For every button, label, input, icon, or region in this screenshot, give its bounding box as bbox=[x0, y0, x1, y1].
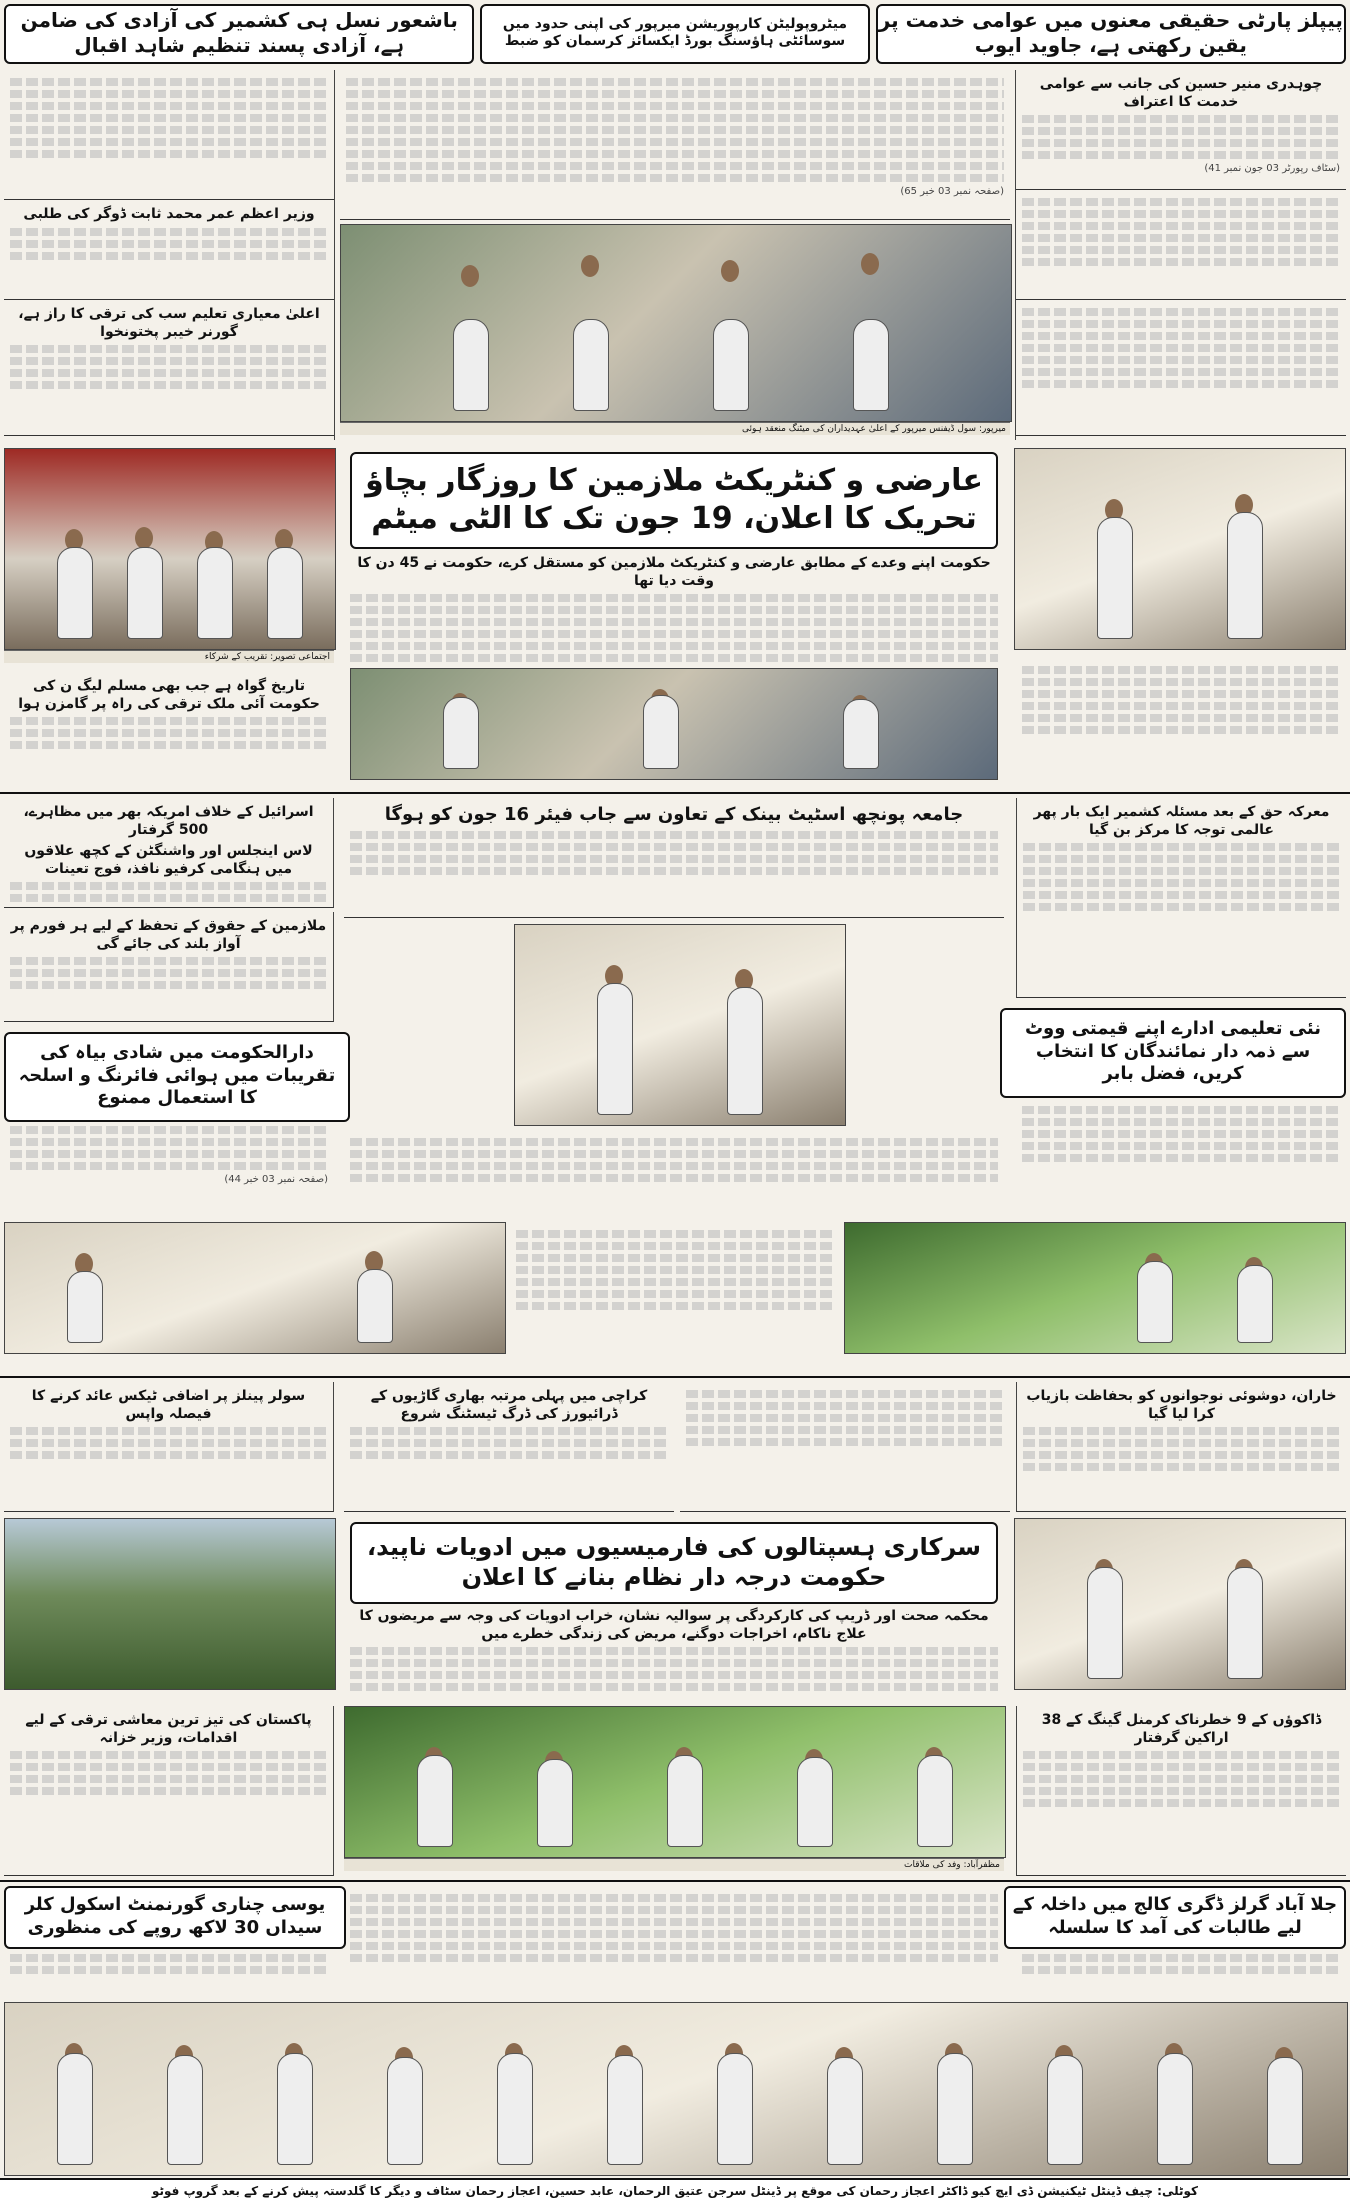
story-side-9 bbox=[344, 1382, 674, 1512]
slug: (سٹاف رپورٹر 03 جون نمبر 41) bbox=[1204, 163, 1340, 174]
top-headline-left bbox=[4, 4, 474, 64]
mid-headline-2: جامعہ پونچھ اسٹیٹ بینک کے تعاون سے جاب فیئر 16 جون کو ہوگا bbox=[384, 804, 964, 825]
top-band bbox=[4, 4, 1346, 64]
side-headline-1: وزیر اعظم عمر محمد ثابت ڈوگر کی طلبی bbox=[23, 206, 315, 222]
story-side-12 bbox=[1016, 1706, 1346, 1876]
story-right-3 bbox=[1016, 300, 1346, 436]
top-headline-right bbox=[876, 4, 1346, 64]
story-center-text bbox=[340, 70, 1010, 220]
photo-row bbox=[4, 1222, 1346, 1372]
bottom-banner-left bbox=[4, 1886, 346, 1949]
bottom-headline-2: یوسی چناری گورنمنٹ اسکول کلر سیداں 30 لاکھ روپے کی منظوری bbox=[24, 1894, 326, 1938]
side-headline-11: خاران، دوشوئی نوجوانوں کو بحفاظت بازیاب کرا لیا گیا bbox=[1026, 1388, 1337, 1422]
top-headline-2: میٹروپولیٹن کارپوریشن میرپور کی اپنی حدود میں سوسائٹی ہاؤسنگ بورڈ ایکسائز کرسمان کو ضبط bbox=[502, 15, 848, 49]
bottom-banner-right bbox=[1004, 1886, 1346, 1949]
photo-crop-field bbox=[844, 1222, 1346, 1354]
side-headline-3: تاریخ گواہ ہے جب بھی مسلم لیگ ن کی حکومت آئی ملک ترقی کی راہ پر گامزن ہوا bbox=[18, 678, 320, 712]
caption-3: مظفرآباد: وفد کی ملاقات bbox=[344, 1858, 1004, 1871]
mid-banner-left bbox=[4, 1032, 350, 1122]
lead-headline: عارضی و کنٹریکٹ ملازمین کا روزگار بچاؤ تحریک کا اعلان، 19 جون تک کا الٹی میٹم bbox=[365, 463, 983, 536]
photo-two-men bbox=[1014, 448, 1346, 650]
side-headline-9: کراچی میں پہلی مرتبہ بھاری گاڑیوں کے ڈرائیورز کی ڈرگ ٹیسٹنگ شروع bbox=[370, 1388, 648, 1422]
group-row bbox=[4, 1706, 1346, 1876]
story-side-5 bbox=[4, 798, 334, 908]
top-headline-center bbox=[480, 4, 869, 64]
story-left-1 bbox=[4, 70, 334, 200]
side-headline-12: ڈاکوؤں کے 9 خطرناک کرمنل گینگ کے 38 اراکین گرفتار bbox=[1041, 1712, 1322, 1746]
upper-center-block bbox=[340, 70, 1010, 440]
photo-office-work bbox=[4, 1222, 506, 1354]
side-headline-4: چوہدری منیر حسین کی جانب سے عوامی خدمت کا اعتراف bbox=[1039, 76, 1323, 110]
story-right-lead bbox=[1016, 658, 1346, 788]
lead-subheadline: حکومت اپنے وعدے کے مطابق عارضی و کنٹریکٹ ملازمین کو مستقل کرے، حکومت نے 45 دن کا وقت دیا تھا bbox=[357, 555, 991, 589]
upper-right-column bbox=[1015, 70, 1346, 440]
side-headline-10: سولر پینلز پر اضافی ٹیکس عائد کرنے کا فیصلہ واپس bbox=[31, 1388, 306, 1422]
lead-health-story bbox=[344, 1518, 1004, 1702]
story-side-3 bbox=[4, 672, 334, 788]
side-headline-8: معرکہ حق کے بعد مسئلہ کشمیر ایک بار پھر عالمی توجہ کا مرکز بن گیا bbox=[1033, 804, 1330, 838]
middle-row bbox=[4, 798, 1346, 1218]
lower-middle bbox=[4, 1382, 1346, 1702]
story-lower-center bbox=[680, 1382, 1010, 1512]
story-bottom-center bbox=[344, 1886, 1004, 1998]
story-photo-row-center bbox=[510, 1222, 840, 1372]
side-headline-5: اسرائیل کے خلاف امریکہ بھر میں مظاہرے، 500 گرفتار bbox=[23, 804, 314, 838]
top-headline-3: باشعور نسل ہی کشمیر کی آزادی کی ضامن ہے، آزادی پسند تنظیم شاہد اقبال bbox=[20, 8, 458, 57]
story-group-left bbox=[4, 1706, 334, 1876]
story-center-mid bbox=[344, 798, 1004, 918]
mid-banner-right bbox=[1000, 1008, 1346, 1098]
caption-1: میرپور: سول ڈیفنس میرپور کے اعلیٰ عہدیداران کی میٹنگ منعقد ہوئی bbox=[340, 422, 1010, 435]
story-right-2 bbox=[1016, 190, 1346, 300]
upper-left-column bbox=[4, 70, 335, 440]
slug: (صفحہ نمبر 03 خبر 65) bbox=[900, 186, 1004, 197]
photo-valley bbox=[4, 1518, 336, 1690]
side-headline-7: ملازمین کے حقوق کے تحفظ کے لیے ہر فورم پر آواز بلند کی جائے گی bbox=[10, 918, 327, 952]
mid-headline-4: سرکاری ہسپتالوں کی فارمیسیوں میں ادویات ناپید، حکومت درجہ دار نظام بنانے کا اعلان bbox=[367, 1533, 981, 1591]
photo-two-leaders bbox=[514, 924, 846, 1126]
side-headline-2: اعلیٰ معیاری تعلیم سب کی ترقی کا راز ہے، گورنر خیبر پختونخوا bbox=[18, 306, 320, 340]
caption-2: اجتماعی تصویر: تقریب کے شرکاء bbox=[4, 650, 334, 663]
photo-certificate bbox=[1014, 1518, 1346, 1690]
story-mid-right-body bbox=[1016, 1098, 1346, 1218]
photo-outdoor-group bbox=[344, 1706, 1006, 1858]
footer-caption: کوٹلی: چیف ڈینٹل ٹیکنیشن ڈی ایچ کیو ڈاکٹر اعجاز رحمان کی موقع پر ڈینٹل سرجن عتیق الرحمان، عابد حسین، اعجاز رحمان سٹاف و دیگر کا گلدستہ پیش کرنے کے بعد گروپ فوٹو bbox=[0, 2178, 1350, 2202]
story-side-4 bbox=[1016, 70, 1346, 190]
mid-headline-3: دارالحکومت میں شادی بیاہ کی تقریبات میں ہوائی فائرنگ و اسلحہ کا استعمال ممنوع bbox=[18, 1042, 336, 1108]
story-side-8 bbox=[1016, 798, 1346, 998]
bottom-row bbox=[4, 1886, 1346, 1998]
story-side-11 bbox=[1016, 1382, 1346, 1512]
story-side-7 bbox=[4, 912, 334, 1022]
lead-section bbox=[4, 448, 1346, 788]
lead-banner bbox=[350, 452, 998, 549]
story-side-2 bbox=[4, 300, 334, 436]
story-bottom-right-body bbox=[1016, 1946, 1346, 1998]
health-subheadline: محکمہ صحت اور ڈریپ کی کارکردگی پر سوالیہ نشان، خراب ادویات کی وجہ سے مریضوں کا علاج ناکام، اخراجات دوگنے، مریض کی زندگی خطرے میں bbox=[359, 1608, 989, 1642]
top-headline-1: پیپلز پارٹی حقیقی معنوں میں عوامی خدمت پر یقین رکھتی ہے، جاوید ایوب bbox=[878, 8, 1343, 57]
side-headline-6: لاس اینجلس اور واشنگٹن کے کچھ علاقوں میں ہنگامی کرفیو نافذ، فوج تعینات bbox=[24, 843, 313, 877]
story-side-10 bbox=[4, 1382, 334, 1512]
bottom-headline-3: پاکستان کی تیز ترین معاشی ترقی کے لیے اقدامات، وزیر خزانہ bbox=[25, 1712, 312, 1746]
bottom-headline-1: جلا آباد گرلز ڈگری کالج میں داخلہ کے لیے طالبات کی آمد کا سلسلہ bbox=[1012, 1894, 1338, 1938]
photo-final-group bbox=[4, 2002, 1348, 2176]
photo-protest-stage bbox=[350, 668, 998, 780]
story-mid-left-body bbox=[4, 1118, 334, 1218]
mid-headline-1: نئی تعلیمی ادارے اپنے قیمتی ووٹ سے ذمہ دار نمائندگان کا انتخاب کریں، فضل بابر bbox=[1024, 1018, 1322, 1084]
health-banner bbox=[350, 1522, 998, 1604]
photo-civil-defence-meeting bbox=[340, 224, 1012, 422]
story-side-1 bbox=[4, 200, 334, 300]
lead-story bbox=[344, 448, 1004, 788]
story-bottom-left-body bbox=[4, 1946, 334, 1998]
photo-group-gathering bbox=[4, 448, 336, 650]
story-center-lower bbox=[344, 1130, 1004, 1218]
slug: (صفحہ نمبر 03 خبر 44) bbox=[224, 1174, 328, 1185]
